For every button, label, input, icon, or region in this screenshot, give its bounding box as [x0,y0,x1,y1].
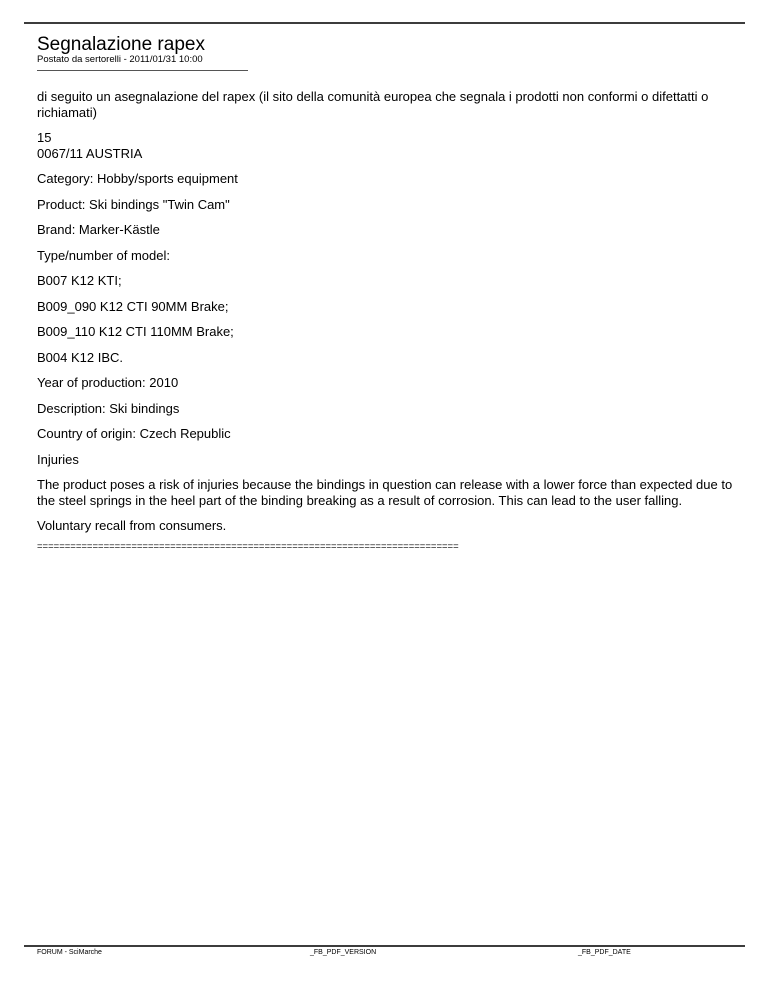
brand-text: Brand: Marker-Kästle [37,222,160,237]
top-divider [24,22,745,24]
model-item: B007 K12 KTI; [37,273,122,288]
model-item: B009_090 K12 CTI 90MM Brake; [37,298,229,314]
intro-text: di seguito un asegnalazione del rapex (il sito della comunità europea che segnala i prodotti non conformi o difettatti o richiamati) [37,89,709,120]
model-item: B009_110 K12 CTI 110MM Brake; [37,324,234,339]
footer-forum-name: FORUM - SciMarche [37,949,102,956]
bottom-divider [24,945,745,947]
risk-text: The product poses a risk of injuries because the bindings in question can release with a lower force than expected due to the steel springs in the heel part of the binding breaking as a result of corrosion. This can lead to the user falling. [37,477,733,508]
footer-pdf-date: _FB_PDF_DATE [578,949,631,956]
footer-pdf-version: _FB_PDF_VERSION [310,949,377,956]
post-body [37,89,737,562]
type-label: Type/number of model: [37,247,170,263]
alert-number: 15 [37,130,52,145]
alert-reference: 0067/11 AUSTRIA [37,145,143,161]
injuries-label: Injuries [37,451,79,467]
measure-text: Voluntary recall from consumers. [37,518,227,533]
year-text: Year of production: 2010 [37,375,179,390]
description-text: Description: Ski bindings [37,400,180,416]
separator-line: ============================================================================ [37,540,459,552]
page-title: Segnalazione rapex [37,34,205,55]
origin-text: Country of origin: Czech Republic [37,426,231,441]
meta-divider [37,70,248,71]
post-meta: Postato da sertorelli - 2011/01/31 10:00 [37,54,203,65]
reference-block [37,130,737,161]
product-text: Product: Ski bindings "Twin Cam" [37,196,230,212]
category-text: Category: Hobby/sports equipment [37,171,238,186]
model-item: B004 K12 IBC. [37,349,123,365]
